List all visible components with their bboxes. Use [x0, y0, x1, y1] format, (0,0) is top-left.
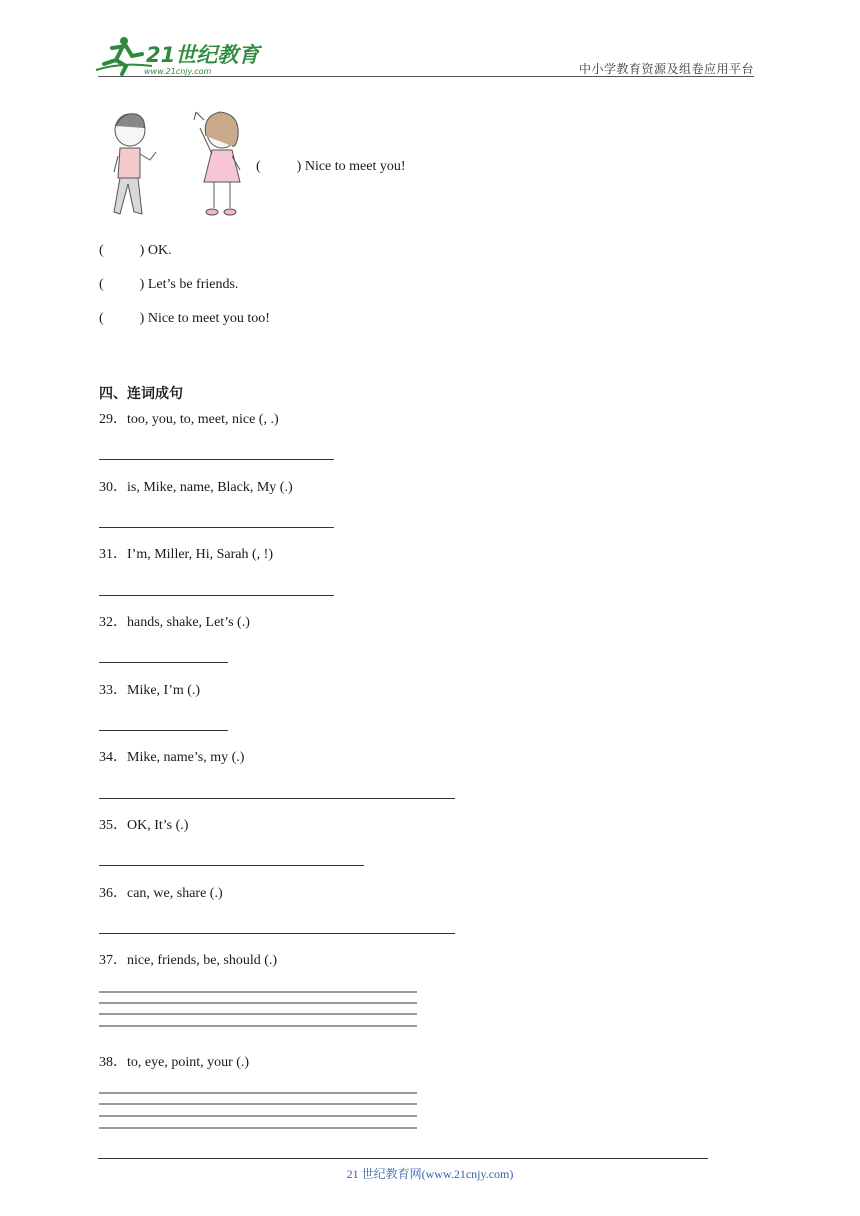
writing-line[interactable] — [99, 1127, 417, 1129]
question-text: hands, shake, Let’s (.) — [127, 615, 250, 630]
question-36 — [99, 886, 223, 902]
question-text: can, we, share (.) — [127, 886, 223, 901]
question-38 — [99, 1055, 249, 1071]
answer-line[interactable] — [99, 933, 455, 934]
answer-paren-close: ) — [139, 311, 145, 326]
question-number: 31． — [99, 547, 127, 562]
question-30 — [99, 480, 293, 496]
answer-line[interactable] — [99, 730, 228, 731]
site-logo — [92, 34, 262, 78]
answer-line[interactable] — [99, 527, 334, 528]
header-platform-text: 中小学教育资源及组卷应用平台 — [578, 62, 754, 76]
girl-figure — [194, 112, 240, 215]
question-number: 30． — [99, 480, 127, 495]
question-number: 35． — [99, 818, 127, 833]
answer-paren-open: ( — [99, 277, 104, 292]
question-number: 36． — [99, 886, 127, 901]
writing-line[interactable] — [99, 991, 417, 993]
question-number: 34． — [99, 750, 127, 765]
answer-paren-open: ( — [256, 159, 261, 174]
question-number: 29． — [99, 412, 127, 427]
writing-line[interactable] — [99, 1002, 417, 1004]
header-divider — [98, 76, 754, 77]
answer-line[interactable] — [99, 798, 455, 799]
question-number: 37． — [99, 953, 127, 968]
question-number: 32． — [99, 615, 127, 630]
question-text: Mike, I’m (.) — [127, 683, 201, 698]
question-number: 38． — [99, 1055, 127, 1070]
question-33 — [99, 683, 200, 699]
question-text: is, Mike, name, Black, My (.) — [127, 480, 293, 495]
answer-paren-open: ( — [99, 243, 104, 258]
question-number: 33． — [99, 683, 127, 698]
answer-paren-close: ) — [139, 243, 145, 258]
logo-text: 21世纪教育 — [146, 43, 260, 67]
dialogue-text: OK. — [147, 243, 172, 258]
footer-divider — [98, 1158, 708, 1159]
answer-line[interactable] — [99, 865, 364, 866]
question-29 — [99, 412, 279, 428]
question-text: nice, friends, be, should (.) — [127, 953, 278, 968]
answer-paren-open: ( — [99, 311, 104, 326]
question-text: to, eye, point, your (.) — [127, 1055, 250, 1070]
answer-paren-close: ) — [139, 277, 145, 292]
question-31 — [99, 547, 273, 563]
answer-paren-close: ) — [296, 159, 302, 174]
question-35 — [99, 818, 188, 834]
dialogue-item — [256, 159, 406, 175]
writing-line[interactable] — [99, 1103, 417, 1105]
boy-figure — [114, 114, 156, 214]
boy-girl-illustration — [104, 108, 250, 224]
dialogue-text: Nice to meet you too! — [147, 311, 270, 326]
question-32 — [99, 615, 250, 631]
question-text: I’m, Miller, Hi, Sarah (, !) — [127, 547, 274, 562]
question-text: OK, It’s (.) — [127, 818, 189, 833]
answer-line[interactable] — [99, 459, 334, 460]
question-text: too, you, to, meet, nice (, .) — [127, 412, 279, 427]
question-text: Mike, name’s, my (.) — [127, 750, 245, 765]
dialogue-item — [99, 311, 270, 327]
writing-line[interactable] — [99, 1092, 417, 1094]
question-37 — [99, 953, 277, 969]
dialogue-text: Let’s be friends. — [147, 277, 239, 292]
section-title: 四、连词成句 — [99, 386, 183, 402]
answer-line[interactable] — [99, 595, 334, 596]
writing-line[interactable] — [99, 1013, 417, 1015]
dialogue-item — [99, 243, 172, 259]
question-34 — [99, 750, 244, 766]
footer-text: 21 世纪教育网(www.21cnjy.com) — [346, 1167, 514, 1181]
answer-line[interactable] — [99, 662, 228, 663]
dialogue-item — [99, 277, 238, 293]
dialogue-text: Nice to meet you! — [304, 159, 406, 174]
writing-line[interactable] — [99, 1115, 417, 1117]
logo-url: www.21cnjy.com — [144, 67, 212, 76]
writing-line[interactable] — [99, 1025, 417, 1027]
